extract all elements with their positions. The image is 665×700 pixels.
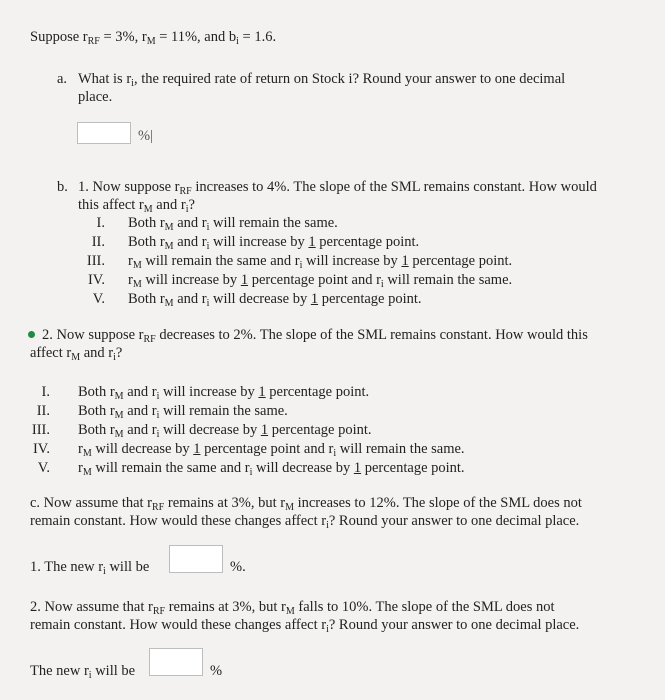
part-c2-label: The new $r_i$ will be: [30, 663, 136, 681]
part-b-question-line2: this affect $r_M$ and $r_i$?: [78, 197, 195, 215]
b2-option-text: $r_M$ will decrease by 1 percentage point and $r_i$ will remain the same.: [78, 441, 465, 459]
b2-option-text: Both $r_M$ and $r_i$ will increase by 1 percentage point.: [78, 384, 370, 402]
part-c2-answer-input[interactable]: [149, 648, 203, 676]
b2-option-text: $r_M$ will remain the same and $r_i$ will decrease by 1 percentage point.: [78, 460, 465, 478]
b1-option-text: Both $r_M$ and $r_i$ will increase by 1 percentage point.: [128, 234, 420, 252]
part-c2-unit: %: [210, 663, 223, 679]
b1-option-number: II.: [91, 234, 105, 250]
part-a-unit: %|: [138, 128, 153, 144]
b2-option-number: II.: [36, 403, 50, 419]
part-b2-question-line2: affect $r_M$ and $r_i$?: [30, 345, 123, 363]
part-a-letter: a.: [57, 71, 68, 87]
b2-option-number: V.: [37, 460, 50, 476]
b1-option-number: V.: [92, 291, 105, 307]
intro-text: Suppose r: [30, 29, 88, 45]
part-c1-unit: %.: [230, 559, 246, 575]
b2-option-text: Both $r_M$ and $r_i$ will decrease by 1 percentage point.: [78, 422, 372, 440]
part-a-question: What is $r_i$, the required rate of return on Stock i? Round your answer to one decimal: [78, 71, 566, 89]
problem-intro: Suppose $r_{RF} = 3\%$, $r_M = 11\%$, and $b_i = 1.6$.: [30, 29, 277, 47]
part-b-question: 1. Now suppose $r_{RF}$ increases to 4%. The slope of the SML remains constant. How would: [78, 179, 597, 197]
b2-option-text: Both $r_M$ and $r_i$ will remain the same.: [78, 403, 288, 421]
b1-option-text: $r_M$ will increase by 1 percentage point and $r_i$ will remain the same.: [128, 272, 513, 290]
part-b-letter: b.: [57, 179, 68, 195]
b1-option-number: IV.: [87, 272, 105, 288]
part-c2-question-line2: remain constant. How would these changes affect $r_i$? Round your answer to one decimal place.: [30, 617, 580, 635]
part-c1-label: 1. The new $r_i$ will be: [30, 559, 150, 577]
b2-option-number: III.: [31, 422, 50, 438]
part-c2-question: 2. Now assume that $r_{RF}$ remains at 3%, but $r_M$ falls to 10%. The slope of the SML does not: [30, 599, 555, 617]
b1-option-text: Both $r_M$ and $r_i$ will remain the same.: [128, 215, 338, 233]
part-a-question-line2: place.: [78, 89, 113, 105]
b2-option-number: IV.: [32, 441, 50, 457]
b1-option-number: I.: [96, 215, 105, 231]
focus-bullet-icon: [28, 331, 35, 338]
part-a-answer-input[interactable]: [77, 122, 131, 144]
b1-option-number: III.: [86, 253, 105, 269]
b2-option-number: I.: [41, 384, 50, 400]
part-b2-question: 2. Now suppose $r_{RF}$ decreases to 2%. The slope of the SML remains constant. How would this: [42, 327, 588, 345]
b1-option-text: Both $r_M$ and $r_i$ will decrease by 1 percentage point.: [128, 291, 422, 309]
part-c-question: c. Now assume that $r_{RF}$ remains at 3%, but $r_M$ increases to 12%. The slope of the SML does not: [30, 495, 582, 513]
part-c1-answer-input[interactable]: [169, 545, 223, 573]
b1-option-text: $r_M$ will remain the same and $r_i$ will increase by 1 percentage point.: [128, 253, 513, 271]
part-c-question-line2: remain constant. How would these changes affect $r_i$? Round your answer to one decimal place.: [30, 513, 580, 531]
